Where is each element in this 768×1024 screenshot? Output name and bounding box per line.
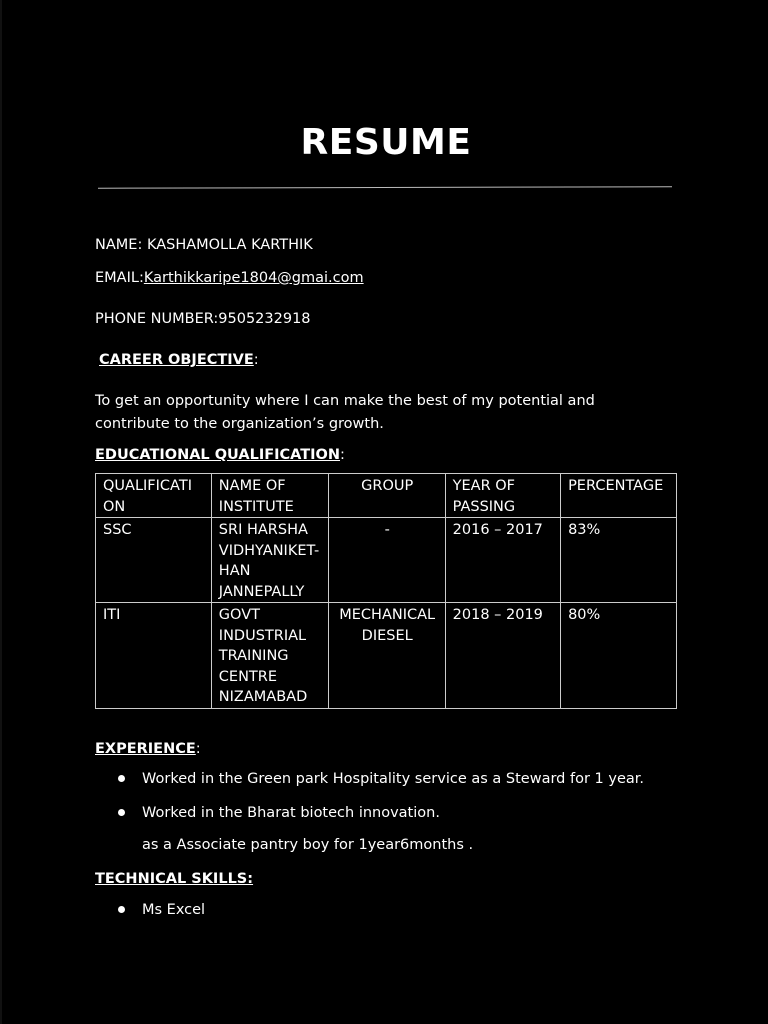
education-colon: : <box>340 447 345 463</box>
cell-percentage: 83% <box>561 518 677 603</box>
phone-label: PHONE NUMBER: <box>95 311 219 327</box>
experience-continuation: as a Associate pantry boy for 1year6months . <box>142 837 474 853</box>
technical-skills-title: TECHNICAL SKILLS: <box>95 871 254 887</box>
bullet-icon <box>118 906 125 913</box>
cell-group: MECHANICAL DIESEL <box>328 603 445 709</box>
table-row <box>96 603 677 709</box>
header-qualification: QUALIFICATI ON <box>96 474 212 518</box>
header-institute: NAME OF INSTITUTE <box>211 474 328 518</box>
title-divider <box>98 186 672 189</box>
career-objective-heading <box>99 352 259 368</box>
bullet-icon <box>118 809 125 816</box>
cell-percentage: 80% <box>561 603 677 709</box>
career-objective-colon: : <box>253 352 259 368</box>
education-title: EDUCATIONAL QUALIFICATION <box>95 447 341 463</box>
cell-qualification: ITI <box>96 603 212 709</box>
career-objective-line-1: To get an opportunity where I can make the best of my potential and <box>95 393 595 409</box>
experience-item-2: Worked in the Bharat biotech innovation. <box>142 805 440 821</box>
email-label: EMAIL: <box>95 270 144 286</box>
phone-line <box>95 311 311 327</box>
experience-title: EXPERIENCE <box>95 741 196 757</box>
technical-skills-heading <box>95 871 253 887</box>
cell-group: - <box>328 518 445 603</box>
experience-heading <box>95 741 201 757</box>
list-item <box>118 805 440 821</box>
career-objective-text <box>95 390 635 436</box>
cell-institute: SRI HARSHA VIDHYANIKET-HAN JANNEPALLY <box>211 518 328 603</box>
list-item <box>118 902 205 918</box>
table-row <box>96 518 677 603</box>
cell-year: 2018 – 2019 <box>445 603 560 709</box>
name-value: KASHAMOLLA KARTHIK <box>146 237 313 253</box>
header-year: YEAR OF PASSING <box>445 474 560 518</box>
resume-title: RESUME <box>300 122 472 163</box>
experience-item-1: Worked in the Green park Hospitality service as a Steward for 1 year. <box>142 771 644 787</box>
career-objective-title: CAREER OBJECTIVE <box>99 352 254 368</box>
cell-qualification: SSC <box>96 518 212 603</box>
experience-colon: : <box>195 741 201 757</box>
cell-year: 2016 – 2017 <box>445 518 560 603</box>
career-objective-line-2: contribute to the organization’s growth. <box>95 416 384 432</box>
table-header-row <box>96 474 677 518</box>
bullet-icon <box>118 775 125 782</box>
cell-institute: GOVT INDUSTRIAL TRAINING CENTRE NIZAMABAD <box>211 603 328 709</box>
list-item <box>118 771 644 787</box>
skill-item-1: Ms Excel <box>142 902 206 918</box>
email-link[interactable]: Karthikkaripe1804@gmai.com <box>143 270 364 286</box>
name-label: NAME: <box>95 237 147 253</box>
education-table <box>95 473 677 709</box>
name-line <box>95 237 313 253</box>
email-line <box>95 270 364 286</box>
phone-value: 9505232918 <box>218 311 311 327</box>
education-heading <box>95 447 345 463</box>
header-percentage: PERCENTAGE <box>561 474 677 518</box>
header-group: GROUP <box>328 474 445 518</box>
